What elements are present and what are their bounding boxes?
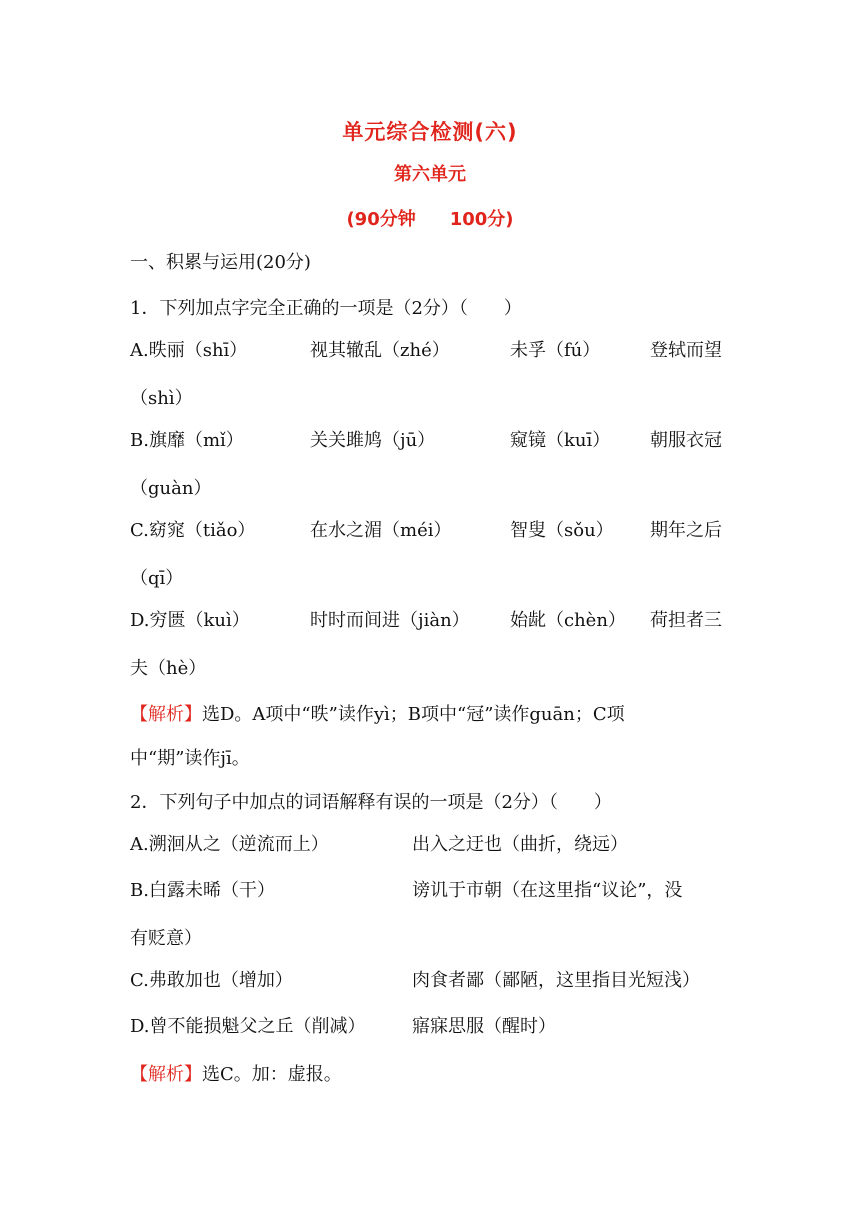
q2-option-b-3: 有贬意） — [130, 928, 202, 949]
question-1-stem: 1．下列加点字完全正确的一项是（2分）（ ） — [130, 298, 522, 319]
unit-subtitle: 第六单元 — [394, 164, 466, 185]
q2-option-b-2: 谤讥于市朝（在这里指“议论”，没 — [412, 880, 683, 901]
q1-option-b-2: 关关雎鸠（jū） — [310, 430, 436, 451]
section-heading: 一、积累与运用(20分) — [130, 252, 311, 273]
q2-option-d-1: D.曾不能损魁父之丘（削减） — [130, 1016, 366, 1037]
q1-option-b-1: B.旗靡（mǐ） — [130, 430, 244, 451]
q2-option-b-1: B.白露未晞（干） — [130, 880, 275, 901]
q1-option-a-1: A.昳丽（shī） — [130, 340, 248, 361]
q1-option-b-4: 朝服衣冠 — [650, 430, 722, 451]
q1-option-c-3: 智叟（sǒu） — [510, 520, 614, 541]
q1-option-a-3: 未孚（fú） — [510, 340, 601, 361]
q1-option-d-1: D.穷匮（kuì） — [130, 610, 250, 631]
question-2-stem: 2．下列句子中加点的词语解释有误的一项是（2分）（ ） — [130, 792, 612, 813]
q1-analysis — [130, 702, 625, 728]
page-title: 单元综合检测(六) — [342, 120, 518, 144]
q2-option-d-2: 寤寐思服（醒时） — [412, 1016, 556, 1037]
q1-option-c-2: 在水之湄（méi） — [310, 520, 452, 541]
q1-option-c-1: C.窈窕（tiǎo） — [130, 520, 256, 541]
q1-option-d-3: 始龀（chèn） — [510, 610, 626, 631]
q2-option-c-1: C.弗敢加也（增加） — [130, 970, 293, 991]
q1-analysis-cont: 中“期”读作jī。 — [130, 748, 250, 769]
q1-option-c-5: （qī） — [130, 568, 184, 589]
q2-analysis — [130, 1062, 342, 1088]
analysis-text: 选C。加：虚报。 — [202, 1064, 342, 1085]
q2-option-a-1: A.溯洄从之（逆流而上） — [130, 834, 329, 855]
q1-option-a-2: 视其辙乱（zhé） — [310, 340, 450, 361]
q1-option-a-4: 登轼而望 — [650, 340, 722, 361]
analysis-text: 选D。A项中“昳”读作yì；B项中“冠”读作guān；C项 — [202, 704, 625, 725]
q1-option-a-5: （shì） — [130, 388, 193, 409]
exam-score: 100分) — [449, 209, 514, 230]
analysis-tag: 【解析】 — [130, 704, 202, 725]
q1-option-d-2: 时时而间进（jiàn） — [310, 610, 470, 631]
q1-option-d-5: 夫（hè） — [130, 658, 207, 679]
q1-option-b-5: （guàn） — [130, 478, 212, 499]
exam-time: (90分钟 — [346, 209, 416, 230]
exam-meta — [0, 205, 860, 231]
q1-option-d-4: 荷担者三 — [650, 610, 722, 631]
analysis-tag: 【解析】 — [130, 1064, 202, 1085]
q1-option-b-3: 窥镜（kuī） — [510, 430, 611, 451]
q1-option-c-4: 期年之后 — [650, 520, 722, 541]
q2-option-a-2: 出入之迂也（曲折，绕远） — [412, 834, 628, 855]
q2-option-c-2: 肉食者鄙（鄙陋，这里指目光短浅） — [412, 970, 700, 991]
